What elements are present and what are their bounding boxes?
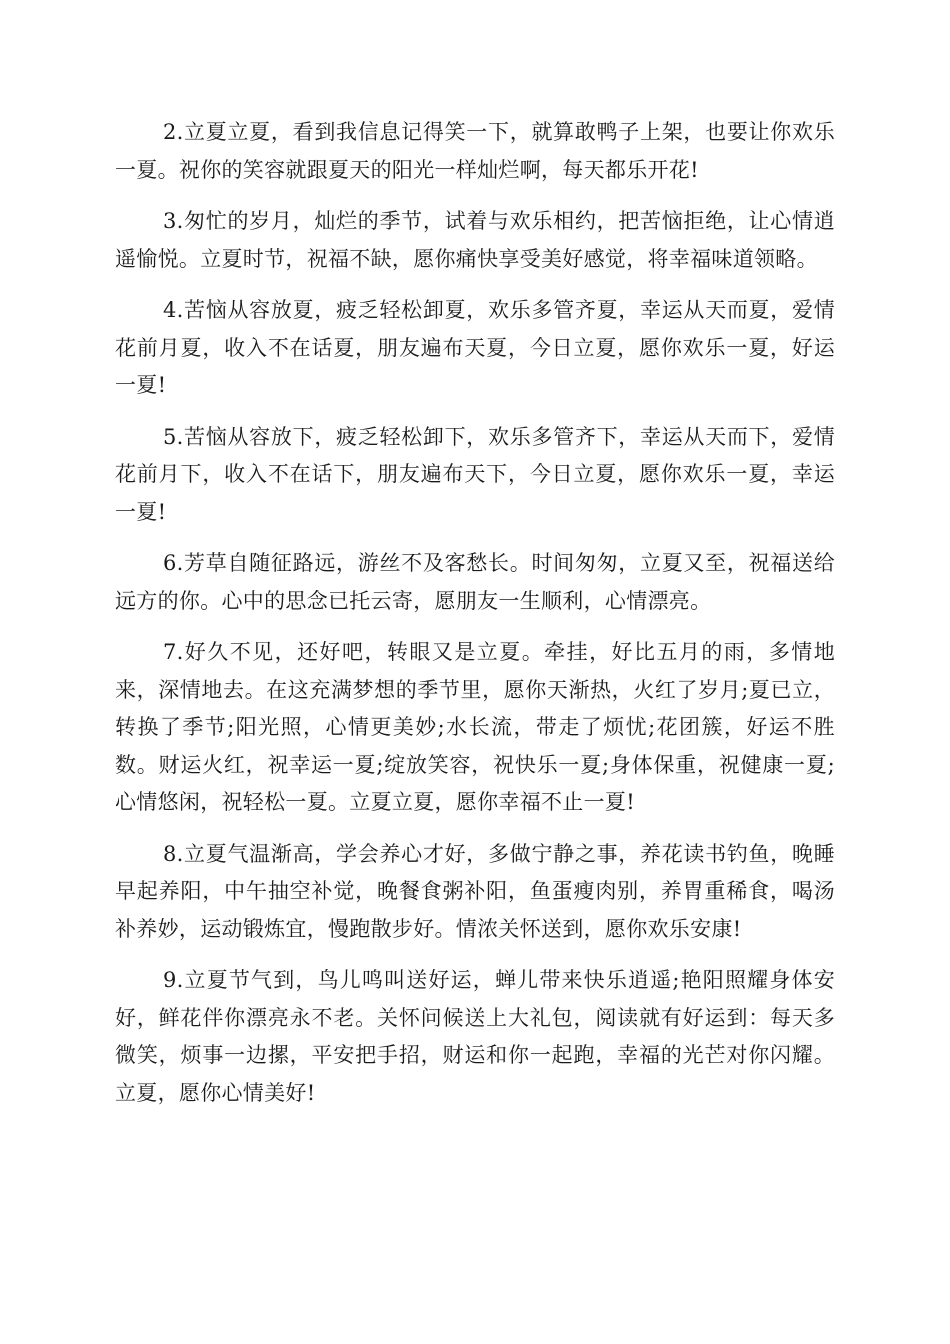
paragraph-7: 7.好久不见，还好吧，转眼又是立夏。牵挂，好比五月的雨，多情地来，深情地去。在这充满梦想的季节里，愿你天渐热，火红了岁月;夏已立，转换了季节;阳光照，心情更美妙;水长流，带走了烦忧;花团簇，好运不胜数。财运火红，祝幸运一夏;绽放笑容，祝快乐一夏;身体保重，祝健康一夏;心情悠闲，祝轻松一夏。立夏立夏，愿你幸福不止一夏! xyxy=(115,640,835,814)
paragraph-8: 8.立夏气温渐高，学会养心才好，多做宁静之事，养花读书钓鱼，晚睡早起养阳，中午抽空补觉，晚餐食粥补阳，鱼蛋瘦肉别，养胃重稀食，喝汤补养妙，运动锻炼宜，慢跑散步好。情浓关怀送到，愿你欢乐安康! xyxy=(115,841,835,941)
document-body xyxy=(115,114,835,1126)
paragraph-6: 6.芳草自随征路远，游丝不及客愁长。时间匆匆，立夏又至，祝福送给远方的你。心中的思念已托云寄，愿朋友一生顺利，心情漂亮。 xyxy=(115,551,835,613)
paragraph-5: 5.苦恼从容放下，疲乏轻松卸下，欢乐多管齐下，幸运从天而下，爱情花前月下，收入不在话下，朋友遍布天下，今日立夏，愿你欢乐一夏，幸运一夏! xyxy=(115,424,835,524)
paragraph-9: 9.立夏节气到，鸟儿鸣叫送好运，蝉儿带来快乐逍遥;艳阳照耀身体安好，鲜花伴你漂亮永不老。关怀问候送上大礼包，阅读就有好运到：每天多微笑，烦事一边摞，平安把手招，财运和你一起跑，幸福的光芒对你闪耀。立夏，愿你心情美好! xyxy=(115,968,835,1105)
paragraph-4: 4.苦恼从容放夏，疲乏轻松卸夏，欢乐多管齐夏，幸运从天而夏，爱情花前月夏，收入不在话夏，朋友遍布天夏，今日立夏，愿你欢乐一夏，好运一夏! xyxy=(115,298,835,397)
paragraph-3: 3.匆忙的岁月，灿烂的季节，试着与欢乐相约，把苦恼拒绝，让心情逍遥愉悦。立夏时节，祝福不缺，愿你痛快享受美好感觉，将幸福味道领略。 xyxy=(115,209,835,271)
paragraph-2: 2.立夏立夏，看到我信息记得笑一下，就算敢鸭子上架，也要让你欢乐一夏。祝你的笑容就跟夏天的阳光一样灿烂啊，每天都乐开花! xyxy=(115,120,835,182)
